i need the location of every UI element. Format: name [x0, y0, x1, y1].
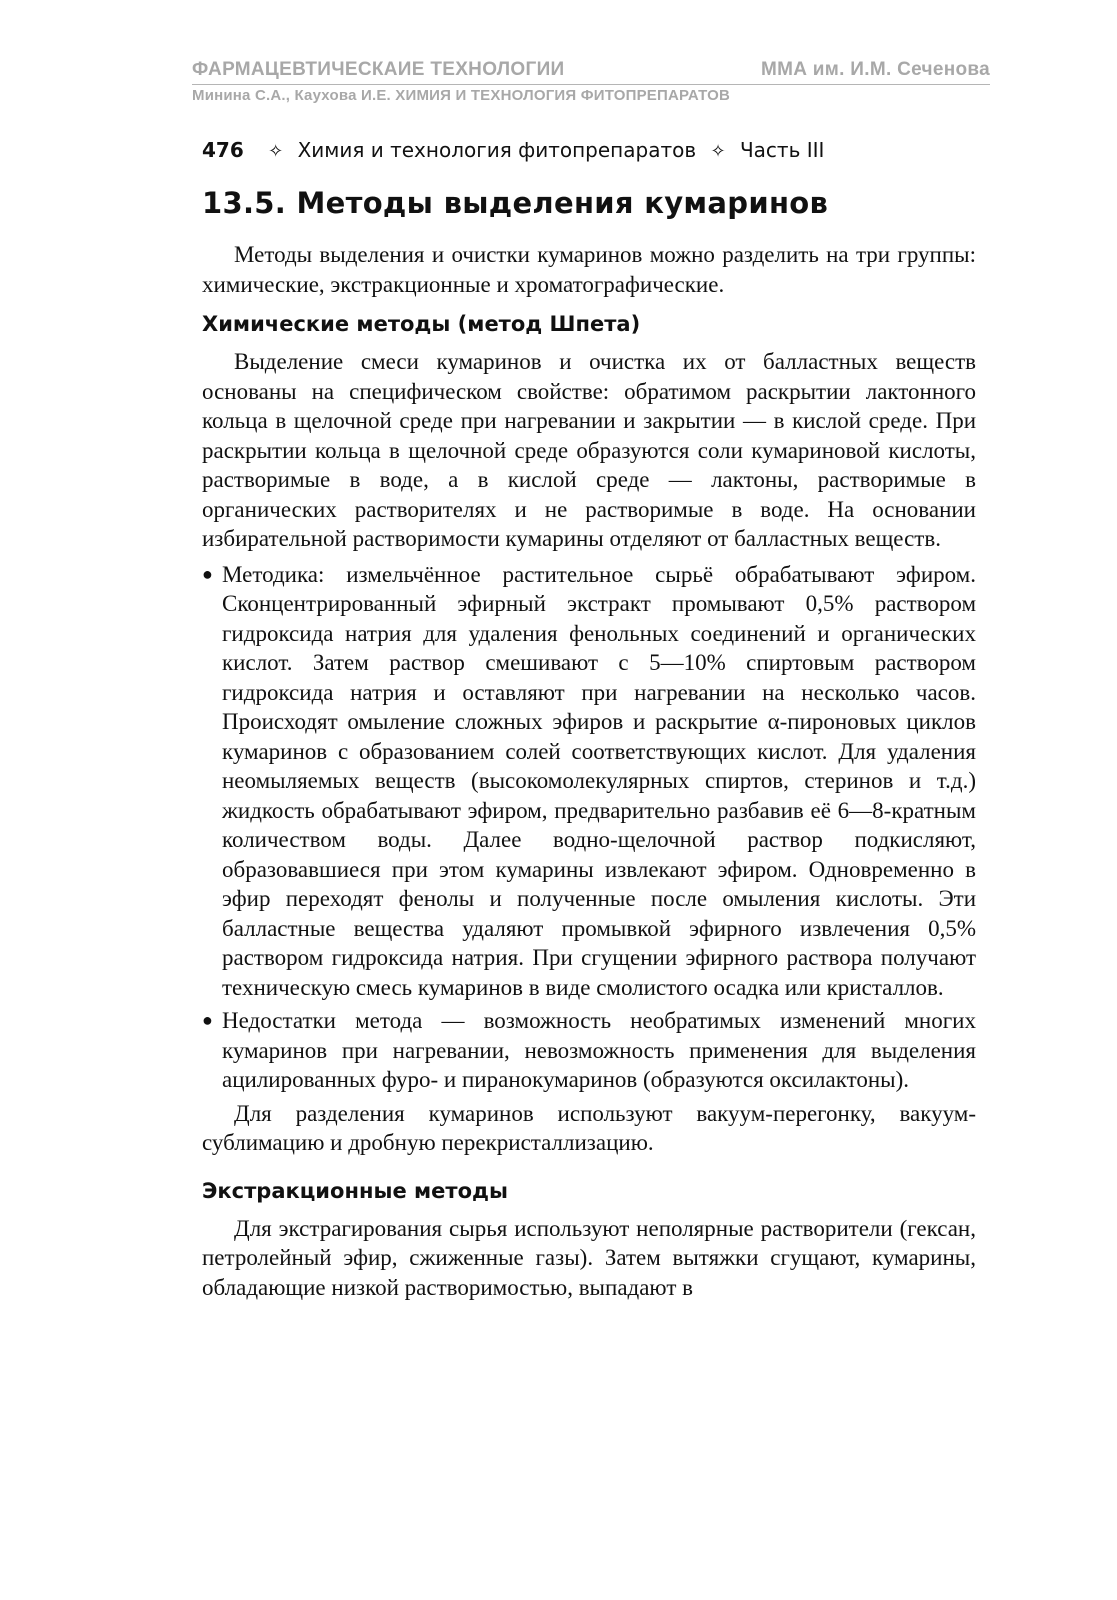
diamond-separator-icon: ✧: [268, 141, 284, 162]
watermark-right-title: ММА им. И.М. Сеченова: [760, 59, 990, 80]
chemical-paragraph: Выделение смеси кумаринов и очистка их от балластных веществ основаны на специфическом свойстве: обратимом раскрытии лактонного кольца в щелочной среде при нагревании и закрытии — в кислой среде. При раскрытии кольца в щелочной среде образуются соли кумариновой кислоты, растворимые в воде, а в кислой среде — лактоны, растворимые в органических растворителях и не растворимые в воде. На основании избирательной растворимости кумарины отделяют от балластных веществ.: [202, 349, 976, 551]
watermark-title-row: [192, 58, 990, 82]
watermark-header: [192, 58, 990, 107]
book-title: Химия и технология фитопрепаратов: [297, 138, 697, 162]
running-head: [202, 138, 824, 162]
extraction-paragraph: Для экстрагирования сырья используют неполярные растворители (гексан, петролейный эфир, сжиженные газы). Затем вытяжки сгущают, кумарины, обладающие низкой растворимостью, выпадают в: [202, 1215, 976, 1300]
diamond-separator-icon: ✧: [710, 141, 726, 162]
extraction-methods-heading: Экстракционные методы: [202, 1178, 508, 1203]
separation-paragraph: Для разделения кумаринов используют вакуум-перегонку, вакуум-сублимацию и дробную перекристаллизацию.: [202, 1100, 976, 1155]
list-item: [202, 1006, 976, 1095]
list-item: [202, 560, 976, 1003]
bullet-icon: ●: [202, 563, 213, 584]
bullet-text: Методика: измельчённое растительное сырьё обрабатывают эфиром. Сконцентрированный эфирный экстракт промывают 0,5% раствором гидроксида натрия для удаления фенольных соединений и органических кислот. Затем раствор смешивают с 5—10% спиртовым раствором гидроксида натрия и оставляют при нагревании на несколько часов. Происходят омыление сложных эфиров и раскрытие α-пироновых циклов кумаринов с образованием солей соответствующих кислот. Для удаления неомыляемых веществ (высокомолекулярных спиртов, стеринов и т.д.) жидкость обрабатывают эфиром, предварительно разбавив её 6—8-кратным количеством воды. Далее водно-щелочной раствор подкисляют, образовавшиеся при этом кумарины извлекают эфиром. Одновременно в эфир переходят фенолы и полученные после омыления кислоты. Эти балластные вещества удаляют промывкой эфирного извлечения 0,5% раствором гидроксида натрия. При сгущении эфирного раствора получают техническую смесь кумаринов в виде смолистого осадка или кристаллов.: [222, 561, 976, 1000]
chemical-bullet-list: [202, 560, 976, 1095]
watermark-left-title: ФАРМАЦЕВТИЧЕСКАИЕ ТЕХНОЛОГИИ: [192, 59, 565, 80]
spacer: [202, 1158, 976, 1166]
section-title: 13.5. Методы выделения кумаринов: [202, 186, 829, 220]
page-number: 476: [202, 138, 244, 162]
part-label: Часть III: [739, 138, 825, 162]
chemical-methods-heading: Химические методы (метод Шпета): [202, 312, 641, 336]
watermark-authors-line: Минина С.А., Каухова И.Е. ХИМИЯ И ТЕХНОЛОГИЯ ФИТОПРЕПАРАТОВ: [192, 87, 731, 104]
bullet-text: Недостатки метода — возможность необратимых изменений многих кумаринов при нагревании, невозможность применения для выделения ацилированных фуро- и пиранокумаринов (образуются оксилактоны).: [222, 1008, 976, 1092]
bullet-icon: ●: [202, 1010, 213, 1030]
page-content: [202, 184, 976, 1302]
intro-paragraph: Методы выделения и очистки кумаринов можно разделить на три группы: химические, экстракционные и хроматографические.: [202, 242, 976, 297]
